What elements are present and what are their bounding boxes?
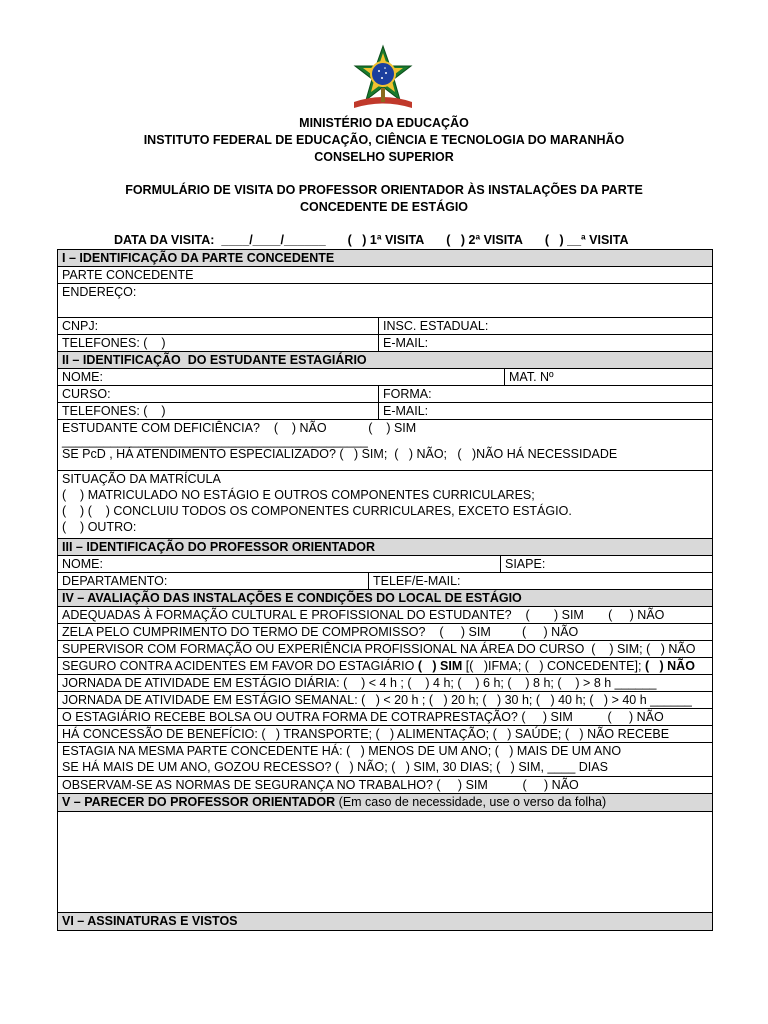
q-tempo-block [58, 743, 625, 776]
pcd-question[interactable]: SE PcD , HÁ ATENDIMENTO ESPECIALIZADO? ( ) SIM; ( ) NÃO; ( )NÃO HÁ NECESSIDADE [62, 447, 618, 461]
section-4-title: IV – AVALIAÇÃO DAS INSTALAÇÕES E CONDIÇÕES DO LOCAL DE ESTÁGIO [62, 591, 522, 605]
row-q8 [58, 726, 712, 743]
section-6-title: VI – ASSINATURAS E VISTOS [62, 914, 238, 928]
row-cnpj [58, 318, 712, 335]
parte-concedente-field[interactable]: PARTE CONCEDENTE [62, 268, 194, 282]
row-situacao [58, 471, 712, 539]
row-q3 [58, 641, 712, 658]
section-2-title: II – IDENTIFICAÇÃO DO ESTUDANTE ESTAGIÁRIO [62, 353, 367, 367]
row-endereco [58, 284, 712, 318]
deficiencia-underline[interactable]: ____________________________________________ [62, 434, 368, 448]
row-q6 [58, 692, 712, 709]
row-q1 [58, 607, 712, 624]
q-seguro[interactable] [58, 658, 699, 674]
section-1-title: I – IDENTIFICAÇÃO DA PARTE CONCEDENTE [62, 251, 335, 265]
row-parte-concedente [58, 267, 712, 284]
situacao-label: SITUAÇÃO DA MATRÍCULA [62, 472, 221, 486]
matricula-field[interactable]: MAT. Nº [504, 369, 712, 385]
student-email-field[interactable]: E-MAIL: [378, 403, 712, 419]
council-title: CONSELHO SUPERIOR [314, 150, 454, 164]
q-jornada-diaria[interactable]: JORNADA DE ATIVIDADE EM ESTÁGIO DIÁRIA: ( ) < 4 h ; ( ) 4 h; ( ) 6 h; ( ) 8 h; ( ) > 8 h ______ [62, 676, 657, 690]
q-formacao-cultural[interactable]: ADEQUADAS À FORMAÇÃO CULTURAL E PROFISSIONAL DO ESTUDANTE? ( ) SIM ( ) NÃO [62, 608, 665, 622]
coat-of-arms-emblem [348, 44, 418, 114]
q-tempo-estagio[interactable]: ESTAGIA NA MESMA PARTE CONCEDENTE HÁ: ( ) MENOS DE UM ANO; ( ) MAIS DE UM ANO [62, 744, 622, 758]
q-supervisor[interactable]: SUPERVISOR COM FORMAÇÃO OU EXPERIÊNCIA PROFISSIONAL NA ÁREA DO CURSO ( ) SIM; ( ) NÃO [62, 642, 696, 656]
row-curso [58, 386, 712, 403]
insc-estadual-field[interactable]: INSC. ESTADUAL: [378, 318, 712, 334]
q-seguro-nao[interactable]: ( ) NÃO [644, 659, 695, 673]
row-q9 [58, 743, 712, 777]
row-departamento [58, 573, 712, 590]
section-5-note: (Em caso de necessidade, use o verso da folha) [335, 795, 607, 809]
ministry-title: MINISTÉRIO DA EDUCAÇÃO [299, 116, 469, 130]
q-seguro-label: SEGURO CONTRA ACIDENTES EM FAVOR DO ESTAGIÁRIO [62, 659, 418, 673]
nth-visit-option[interactable]: ( ) __ª VISITA [544, 233, 629, 247]
row-telefones-1 [58, 335, 712, 352]
row-deficiencia [58, 420, 712, 471]
form-title-line-2: CONCEDENTE DE ESTÁGIO [299, 200, 469, 214]
student-telefones-field[interactable]: TELEFONES: ( ) [62, 404, 166, 418]
institute-title: INSTITUTO FEDERAL DE EDUCAÇÃO, CIÊNCIA E TECNOLOGIA DO MARANHÃO [143, 133, 625, 147]
section-5-title [58, 794, 610, 811]
deficiencia-question[interactable]: ESTUDANTE COM DEFICIÊNCIA? ( ) NÃO ( ) SIM [62, 421, 417, 435]
telef-email-field[interactable]: TELEF/E-MAIL: [368, 573, 712, 589]
deficiencia-block [58, 420, 621, 470]
cnpj-field[interactable]: CNPJ: [62, 319, 99, 333]
situacao-option-1[interactable]: ( ) MATRICULADO NO ESTÁGIO E OUTROS COMPONENTES CURRICULARES; [62, 488, 535, 502]
email-field[interactable]: E-MAIL: [378, 335, 712, 351]
section-3-header [58, 539, 712, 556]
situacao-block [58, 471, 576, 538]
form-title-line-1: FORMULÁRIO DE VISITA DO PROFESSOR ORIENTADOR ÀS INSTALAÇÕES DA PARTE [125, 183, 643, 197]
section-4-header [58, 590, 712, 607]
row-q5 [58, 675, 712, 692]
siape-field[interactable]: SIAPE: [500, 556, 712, 572]
row-telefones-2 [58, 403, 712, 420]
q-recesso[interactable]: SE HÁ MAIS DE UM ANO, GOZOU RECESSO? ( ) NÃO; ( ) SIM, 30 DIAS; ( ) SIM, ____ DIAS [62, 760, 608, 774]
endereco-field[interactable]: ENDEREÇO: [62, 285, 137, 299]
section-5-header [58, 794, 712, 812]
section-6-header [58, 913, 712, 930]
second-visit-option[interactable]: ( ) 2ª VISITA [446, 233, 523, 247]
visit-date[interactable]: DATA DA VISITA: ____/____/______ [114, 233, 326, 247]
row-student-nome [58, 369, 712, 386]
first-visit-option[interactable]: ( ) 1ª VISITA [347, 233, 425, 247]
parecer-area[interactable] [58, 812, 712, 913]
telefones-field[interactable]: TELEFONES: ( ) [62, 336, 166, 350]
q-bolsa[interactable]: O ESTAGIÁRIO RECEBE BOLSA OU OUTRA FORMA DE COTRAPRESTAÇÃO? ( ) SIM ( ) NÃO [62, 710, 664, 724]
section-1-header [58, 250, 712, 267]
row-q7 [58, 709, 712, 726]
visit-form [57, 249, 713, 931]
row-q10 [58, 777, 712, 794]
prof-nome-field[interactable]: NOME: [62, 557, 103, 571]
visit-line [114, 233, 629, 247]
section-5-title-text: V – PARECER DO PROFESSOR ORIENTADOR [62, 795, 336, 809]
q-termo-compromisso[interactable]: ZELA PELO CUMPRIMENTO DO TERMO DE COMPROMISSO? ( ) SIM ( ) NÃO [62, 625, 579, 639]
section-2-header [58, 352, 712, 369]
q-jornada-semanal[interactable]: JORNADA DE ATIVIDADE EM ESTÁGIO SEMANAL: ( ) < 20 h ; ( ) 20 h; ( ) 30 h; ( ) 40 h; ( ) > 40 h ______ [62, 693, 692, 707]
row-q2 [58, 624, 712, 641]
q-beneficio[interactable]: HÁ CONCESSÃO DE BENEFÍCIO: ( ) TRANSPORTE; ( ) ALIMENTAÇÃO; ( ) SAÚDE; ( ) NÃO RECEBE [62, 727, 670, 741]
forma-field[interactable]: FORMA: [378, 386, 712, 402]
situacao-option-3[interactable]: ( ) OUTRO: [62, 520, 137, 534]
row-prof-nome [58, 556, 712, 573]
q-seguro-sim[interactable]: ( ) SIM [417, 659, 463, 673]
departamento-field[interactable]: DEPARTAMENTO: [62, 574, 168, 588]
q-seguro-who[interactable]: [( )IFMA; ( ) CONCEDENTE]; [462, 659, 645, 673]
q-normas-seguranca[interactable]: OBSERVAM-SE AS NORMAS DE SEGURANÇA NO TRABALHO? ( ) SIM ( ) NÃO [62, 778, 579, 792]
curso-field[interactable]: CURSO: [62, 387, 111, 401]
student-nome-field[interactable]: NOME: [62, 370, 103, 384]
situacao-option-2[interactable]: ( ) ( ) CONCLUIU TODOS OS COMPONENTES CURRICULARES, EXCETO ESTÁGIO. [62, 504, 572, 518]
row-q4 [58, 658, 712, 675]
section-3-title: III – IDENTIFICAÇÃO DO PROFESSOR ORIENTADOR [62, 540, 375, 554]
